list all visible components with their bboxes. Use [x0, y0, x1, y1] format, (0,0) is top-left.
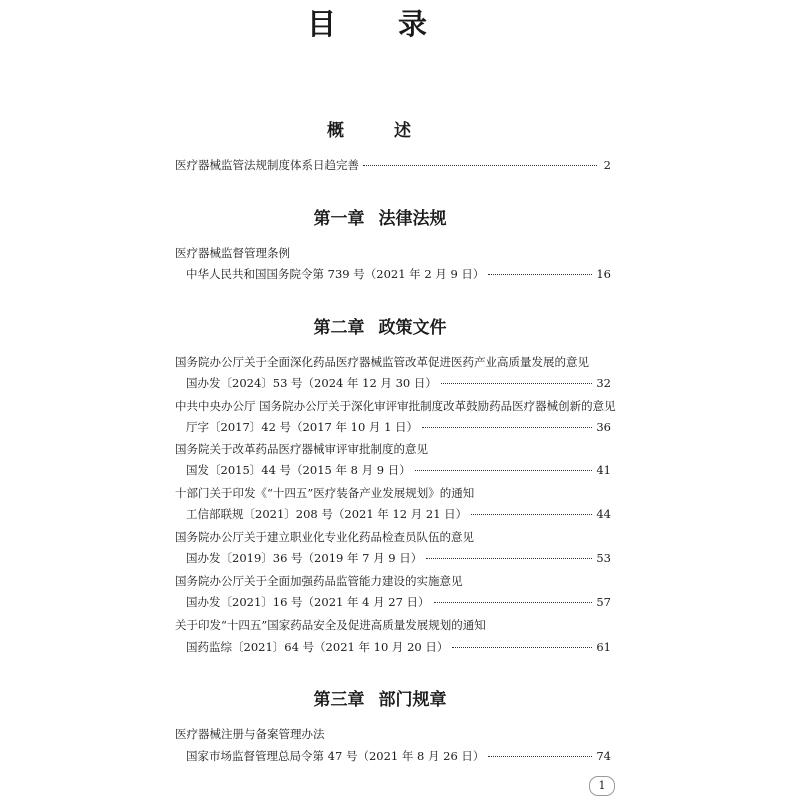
toc-entry[interactable] [186, 594, 611, 610]
leader-dots [422, 426, 592, 428]
toc-entry[interactable] [186, 639, 611, 655]
leader-dots [441, 382, 592, 384]
toc-page-number: 53 [596, 551, 611, 565]
toc-page-number: 16 [596, 267, 611, 281]
toc-page-number: 32 [596, 376, 611, 390]
section-heading-overview: 概 述 [327, 121, 433, 141]
toc-entry-text: 国办发〔2019〕36 号（2019 年 7 月 9 日） [186, 551, 423, 565]
toc-page-number: 41 [596, 463, 611, 477]
chapter-heading-3 [0, 685, 760, 710]
leader-dots [434, 601, 593, 603]
chapter-number: 第三章 [313, 690, 365, 710]
toc-entry-text: 医疗器械监管法规制度体系日趋完善 [175, 158, 359, 172]
leader-dots [452, 646, 592, 648]
toc-entry[interactable] [186, 419, 611, 435]
leader-dots [363, 164, 597, 166]
leader-dots [488, 755, 592, 757]
toc-page-number: 36 [596, 420, 611, 434]
toc-entry-title[interactable]: 中共中央办公厅 国务院办公厅关于深化审评审批制度改革鼓励药品医疗器械创新的意见 [175, 399, 616, 413]
toc-entry[interactable] [186, 462, 611, 478]
toc-entry-text: 国家市场监督管理总局令第 47 号（2021 年 8 月 26 日） [186, 749, 485, 763]
leader-dots [488, 273, 592, 275]
chapter-title: 部门规章 [378, 690, 447, 710]
chapter-heading-1 [0, 204, 760, 229]
toc-page-number: 44 [596, 507, 611, 521]
toc-entry-title[interactable]: 国务院办公厅关于全面加强药品监管能力建设的实施意见 [175, 574, 463, 588]
toc-entry-text: 厅字〔2017〕42 号（2017 年 10 月 1 日） [186, 420, 419, 434]
toc-entry-title[interactable]: 医疗器械注册与备案管理办法 [175, 727, 325, 741]
toc-entry-text: 中华人民共和国国务院令第 739 号（2021 年 2 月 9 日） [186, 267, 485, 281]
chapter-number: 第一章 [313, 209, 365, 229]
toc-entry-text: 国药监综〔2021〕64 号（2021 年 10 月 20 日） [186, 640, 449, 654]
toc-entry[interactable] [186, 550, 611, 566]
page-number-badge: 1 [589, 776, 615, 796]
leader-dots [426, 557, 592, 559]
chapter-title: 法律法规 [378, 209, 447, 229]
toc-entry-text: 国办发〔2021〕16 号（2021 年 4 月 27 日） [186, 595, 430, 609]
toc-entry-title[interactable]: 关于印发“十四五”国家药品安全及促进高质量发展规划的通知 [175, 618, 486, 632]
toc-entry[interactable] [186, 375, 611, 391]
chapter-title: 政策文件 [378, 318, 447, 338]
toc-page-number: 74 [596, 749, 611, 763]
toc-entry-title[interactable]: 十部门关于印发《“十四五”医疗装备产业发展规划》的通知 [175, 486, 475, 500]
toc-entry[interactable] [175, 157, 611, 173]
leader-dots [471, 513, 592, 515]
toc-page-number: 57 [596, 595, 611, 609]
toc-entry-text: 工信部联规〔2021〕208 号（2021 年 12 月 21 日） [186, 507, 468, 521]
toc-entry-title[interactable]: 医疗器械监督管理条例 [175, 246, 290, 260]
toc-entry-text: 国办发〔2024〕53 号（2024 年 12 月 30 日） [186, 376, 437, 390]
toc-page-number: 2 [603, 158, 611, 172]
toc-entry[interactable] [186, 506, 611, 522]
chapter-number: 第二章 [313, 318, 365, 338]
toc-entry[interactable] [186, 748, 611, 764]
toc-entry[interactable] [186, 266, 611, 282]
page-title: 目 录 [306, 7, 454, 41]
leader-dots [415, 469, 593, 471]
toc-entry-title[interactable]: 国务院办公厅关于建立职业化专业化药品检查员队伍的意见 [175, 530, 474, 544]
toc-page-number: 61 [596, 640, 611, 654]
chapter-heading-2 [0, 313, 760, 338]
toc-entry-title[interactable]: 国务院关于改革药品医疗器械审评审批制度的意见 [175, 442, 428, 456]
toc-entry-title[interactable]: 国务院办公厅关于全面深化药品医疗器械监管改革促进医药产业高质量发展的意见 [175, 355, 589, 369]
toc-entry-text: 国发〔2015〕44 号（2015 年 8 月 9 日） [186, 463, 411, 477]
